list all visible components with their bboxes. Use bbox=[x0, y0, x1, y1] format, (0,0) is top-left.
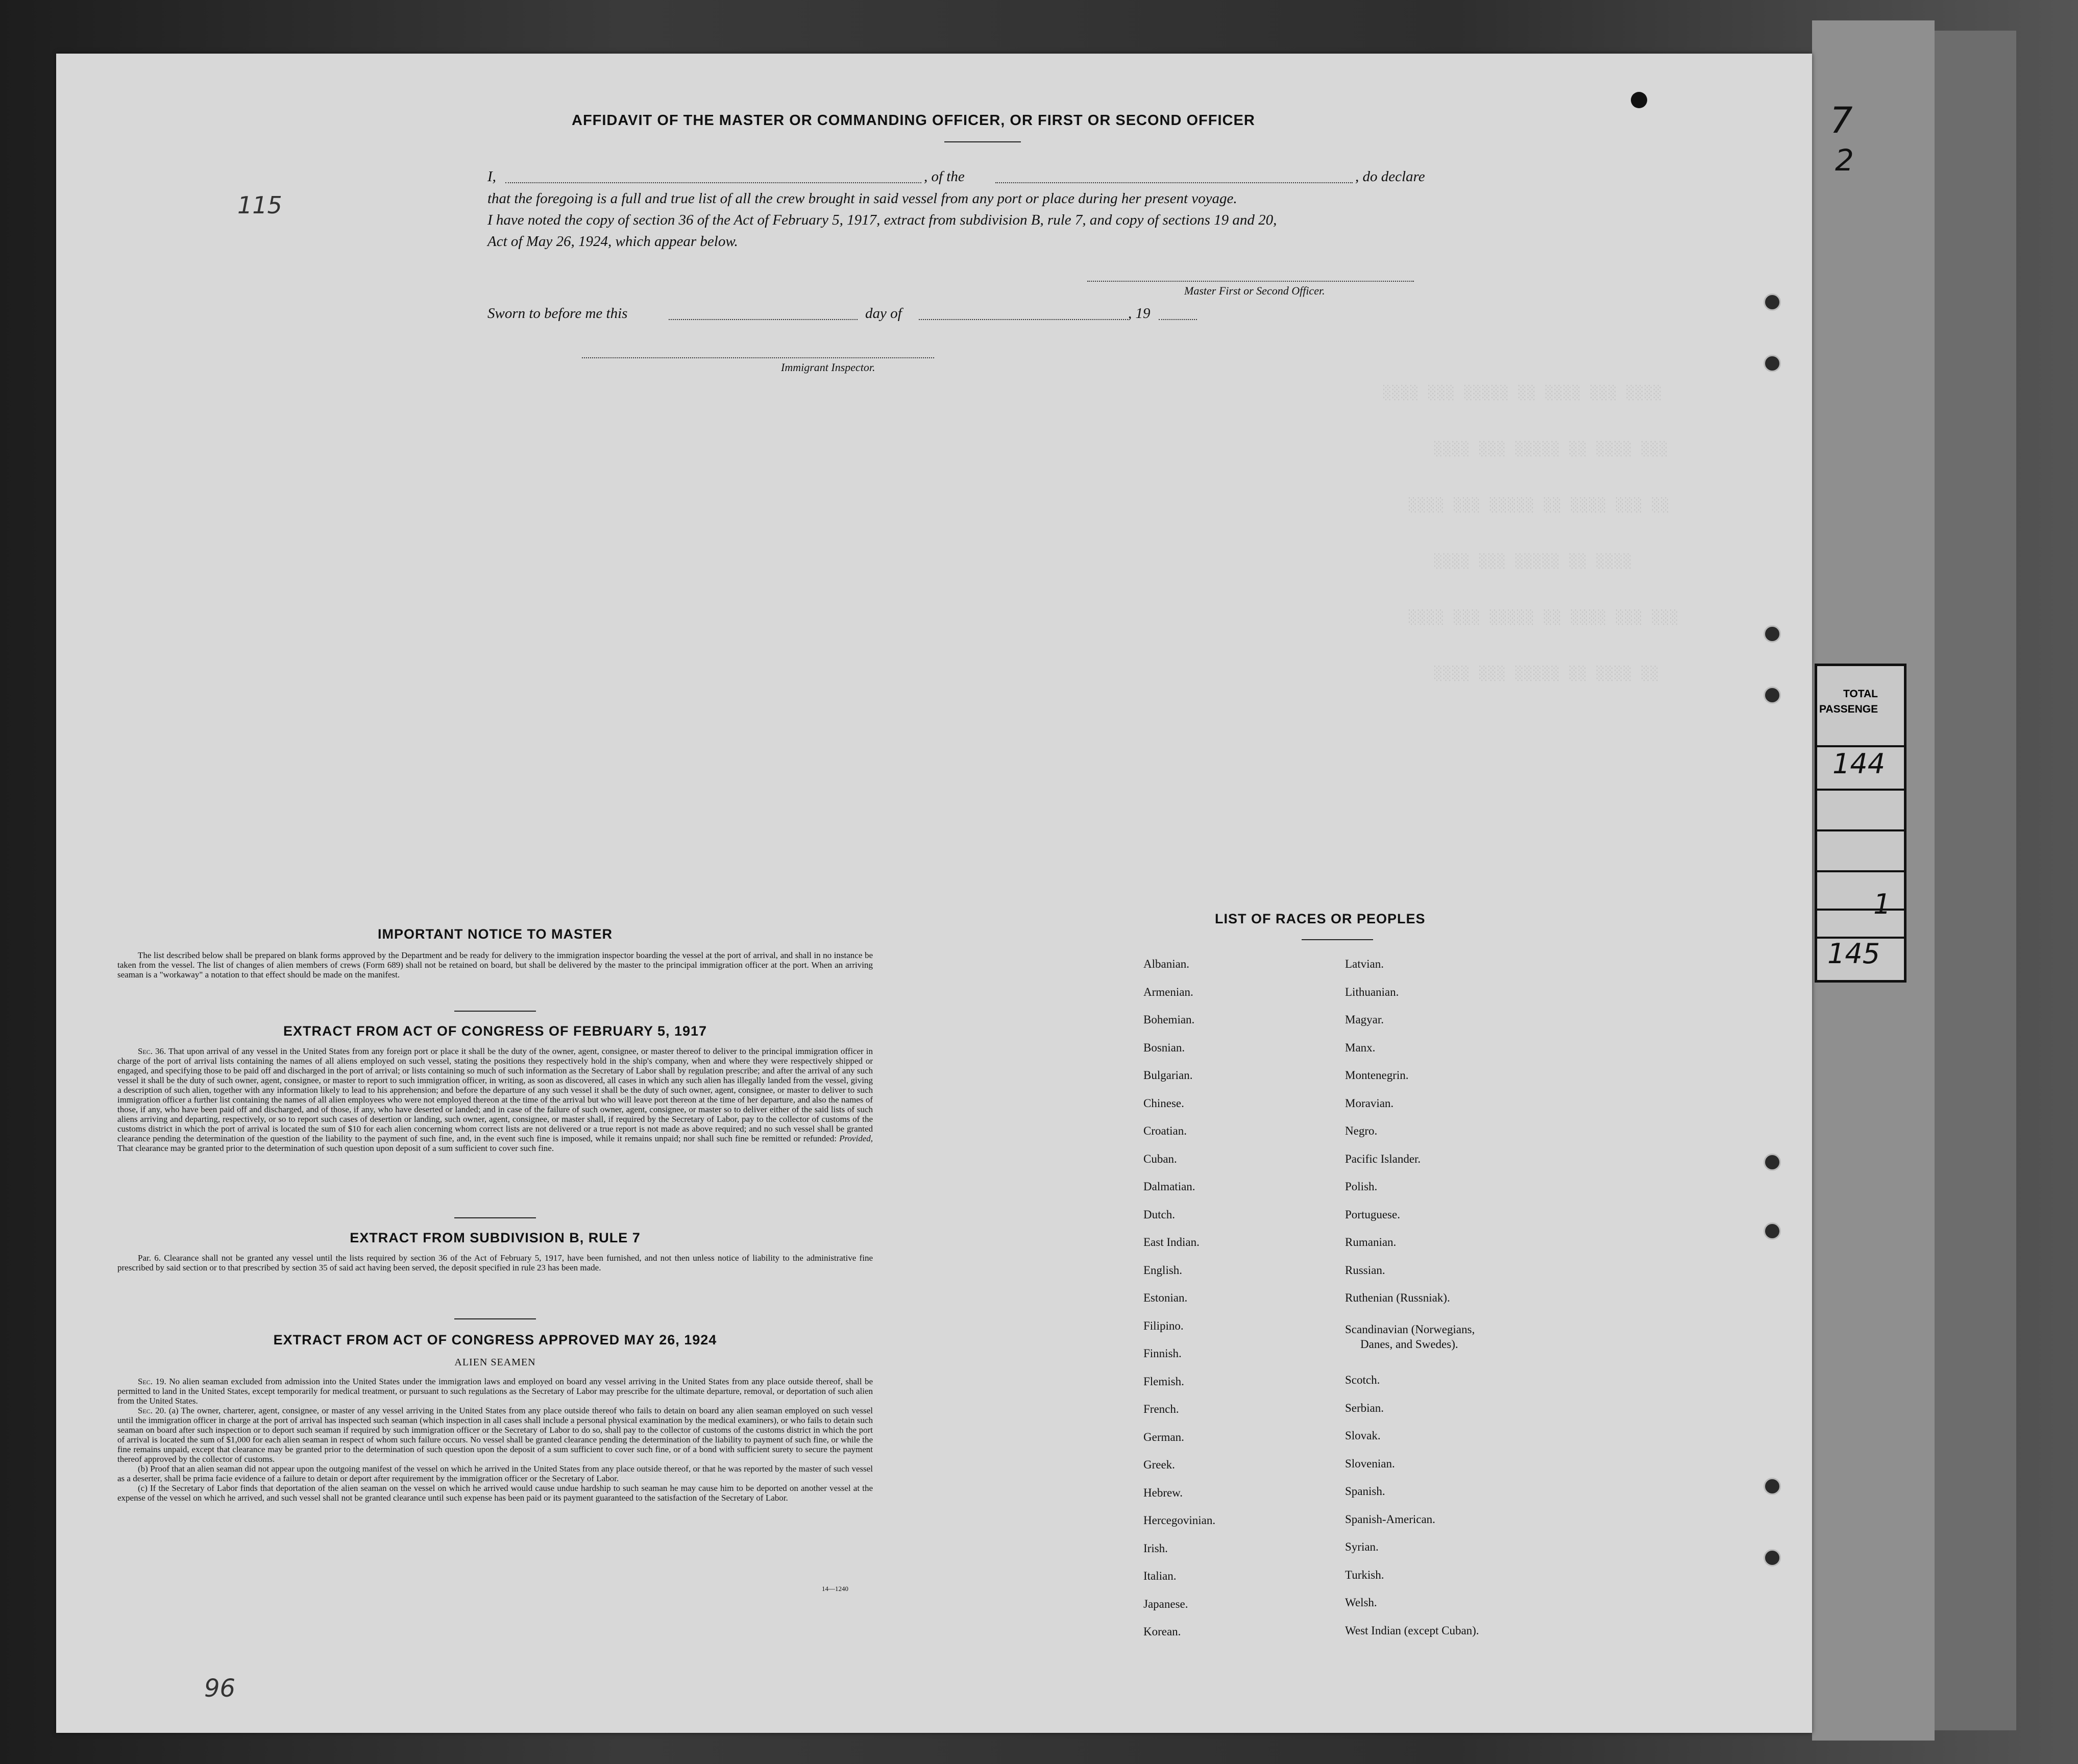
year-blank[interactable] bbox=[1159, 319, 1197, 320]
race-left-2: Bohemian. bbox=[1143, 1013, 1195, 1026]
race-right-lower-0: Scotch. bbox=[1345, 1374, 1380, 1386]
affidavit-line-3: I have noted the copy of section 36 of the Act of February 5, 1917, extract from subdivision B, rule 7, and copy of sections 19 and 20, bbox=[487, 212, 1277, 228]
notice-paragraph: The list described below shall be prepared on blank forms approved by the Department and be ready for delivery to the immigration inspector boarding the vessel at the port of arrival, and shall in no instance be taken from the vessel. The list of changes of alien members of crews (Form 689) shall not be retained on board, but shall be delivered by the master to the principal immigration officer at the port. When an arriving seaman is a "workaway" a notation to that effect should be made on the manifest. bbox=[117, 950, 873, 979]
race-scandinavian-line-1: Scandinavian (Norwegians, bbox=[1345, 1323, 1475, 1336]
extract-1917-text bbox=[117, 1046, 873, 1153]
binder-hole bbox=[1764, 1222, 1781, 1240]
footer-note: 96 bbox=[204, 1674, 236, 1703]
margin-note: 115 bbox=[237, 191, 282, 219]
race-left-3: Bosnian. bbox=[1143, 1041, 1185, 1054]
race-left-17: German. bbox=[1143, 1430, 1184, 1443]
sec20b-text: (b) Proof that an alien seaman did not appear upon the outgoing manifest of the vessel on which he arrived in the United States from any place outside thereof, or that he was reported by the master of such vessel as a deserter, shall be prima facie evidence of a failure to detain or deport after requirement by the immigration officer or the Secretary of Labor. bbox=[117, 1464, 873, 1483]
corner-note-bottom: 2 bbox=[1835, 143, 1854, 178]
race-left-22: Italian. bbox=[1143, 1570, 1177, 1582]
race-right-3: Manx. bbox=[1345, 1041, 1376, 1054]
race-right-4: Montenegrin. bbox=[1345, 1069, 1409, 1082]
rule7-paragraph: Par. 6. Clearance shall not be granted any vessel until the lists required by section 36 of the Act of February 5, 1917, have been furnished, and not then unless notice of liability to the administrative fine prescribed by said section or to that prescribed by section 35 of said act having been served, the deposit specified in rule 23 has been made. bbox=[117, 1253, 873, 1272]
races-right-bottom-column bbox=[1345, 1373, 1479, 1651]
binder-hole bbox=[1764, 1478, 1781, 1495]
back-sheet-outer bbox=[1935, 31, 2016, 1730]
corner-note-top: 7 bbox=[1830, 100, 1853, 141]
binder-hole bbox=[1764, 1154, 1781, 1171]
rule7-text bbox=[117, 1253, 873, 1272]
sworn-day-blank[interactable] bbox=[669, 319, 858, 320]
extract-1917-title: EXTRACT FROM ACT OF CONGRESS OF FEBRUARY 5, 1917 bbox=[283, 1023, 707, 1039]
binder-hole bbox=[1764, 687, 1781, 704]
affidavit-line-2: that the foregoing is a full and true list of all the crew brought in said vessel from any port or place during her present voyage. bbox=[487, 190, 1237, 207]
race-left-1: Armenian. bbox=[1143, 985, 1193, 998]
race-left-6: Croatian. bbox=[1143, 1124, 1187, 1137]
binder-hole bbox=[1764, 625, 1781, 643]
extract-1924-text bbox=[117, 1377, 873, 1503]
year-text: , 19 bbox=[1128, 305, 1151, 322]
race-right-10: Rumanian. bbox=[1345, 1236, 1397, 1248]
sec20-label: Sec. 20. bbox=[138, 1406, 166, 1415]
sec36-provided: Provided, bbox=[839, 1134, 873, 1143]
total-header-1: TOTAL bbox=[1843, 688, 1878, 700]
race-left-5: Chinese. bbox=[1143, 1096, 1184, 1110]
race-left-24: Korean. bbox=[1143, 1625, 1181, 1638]
race-left-9: Dutch. bbox=[1143, 1208, 1175, 1221]
race-right-lower-1: Serbian. bbox=[1345, 1401, 1384, 1414]
total-value-3: 145 bbox=[1827, 938, 1880, 970]
race-right-0: Latvian. bbox=[1345, 958, 1384, 970]
vessel-blank[interactable] bbox=[995, 182, 1353, 183]
race-right-12: Ruthenian (Russniak). bbox=[1345, 1291, 1450, 1304]
sec20a-text: (a) The owner, charterer, agent, consignee, or master of any vessel arriving in the United States from any place outside thereof who fails to detain on board any alien seaman employed on such vessel until the immigration officer in charge at the port of arrival has inspected such seaman (which inspection in all cases shall include a personal physical examination by the medical examiners), or who fails to detain such seaman on board after such inspection or to deport such seaman if required by such immigration officer or the Secretary of Labor to do so, shall pay to the collector of customs of the customs district in which the port of arrival is located the sum of $1,000 for each alien seaman in respect of whom such failure occurs. No vessel shall be granted clearance pending the determination of the liability to payment of such fine, or while the fine remains unpaid, except that clearance may be granted prior to the determination of such question upon the deposit of a sum sufficient to cover such fine, or of a bond with sufficient surety to secure the payment thereof approved by the collector of customs. bbox=[117, 1406, 873, 1464]
race-right-9: Portuguese. bbox=[1345, 1208, 1400, 1221]
races-title: LIST OF RACES OR PEOPLES bbox=[1215, 911, 1426, 926]
race-right-lower-9: West Indian (except Cuban). bbox=[1345, 1624, 1479, 1637]
race-left-12: Estonian. bbox=[1143, 1291, 1188, 1304]
race-left-20: Hercegovinian. bbox=[1143, 1514, 1216, 1527]
binder-hole bbox=[1764, 293, 1781, 311]
document-page bbox=[56, 54, 1812, 1733]
race-right-8: Polish. bbox=[1345, 1180, 1378, 1193]
day-of-text: day of bbox=[865, 305, 902, 322]
race-right-lower-3: Slovenian. bbox=[1345, 1457, 1395, 1470]
race-left-19: Hebrew. bbox=[1143, 1486, 1183, 1499]
race-left-18: Greek. bbox=[1143, 1458, 1175, 1471]
total-header-2: PASSENGE bbox=[1819, 703, 1878, 715]
total-value-1: 144 bbox=[1832, 748, 1886, 780]
bleed-through-texture: ░░░░ ░░░ ░░░░░ ░░ ░░░░ ░░░ ░░░░ ░░░░ ░░░ ░░░░░ ░░ ░░░░ ░░░ ░░░░ ░░░ ░░░░░ ░░ ░░░░ ░░░ ░░ ░░░░ ░░░ ░░░░░ ░░ ░░░░ ░░░░ ░░░ ░░░░░ ░░ ░░░░ ░░░ ░░░ ░░░░ ░░░ ░░░░░ ░░ ░░░░ ░░ bbox=[1383, 385, 1679, 681]
race-left-10: East Indian. bbox=[1143, 1236, 1200, 1248]
notice-title: IMPORTANT NOTICE TO MASTER bbox=[378, 926, 613, 942]
affidavit-of-the: , of the bbox=[924, 168, 965, 185]
sworn-text: Sworn to before me this bbox=[487, 305, 628, 322]
sec19-label: Sec. 19. bbox=[138, 1377, 166, 1386]
races-right-column bbox=[1345, 957, 1450, 1319]
race-left-14: Finnish. bbox=[1143, 1347, 1182, 1360]
race-right-lower-2: Slovak. bbox=[1345, 1429, 1381, 1442]
title-rule bbox=[944, 141, 1021, 142]
race-scandinavian bbox=[1345, 1322, 1475, 1352]
binder-hole bbox=[1764, 355, 1781, 372]
race-right-lower-7: Turkish. bbox=[1345, 1568, 1384, 1581]
extract-1924-title: EXTRACT FROM ACT OF CONGRESS APPROVED MAY 26, 1924 bbox=[273, 1332, 717, 1348]
race-right-lower-4: Spanish. bbox=[1345, 1485, 1385, 1498]
notice-text bbox=[117, 950, 873, 979]
races-left-column bbox=[1143, 957, 1215, 1653]
sec36-tail: That clearance may be granted prior to the determination of such question upon deposit of a sum sufficient to cover such fine. bbox=[117, 1143, 554, 1153]
race-right-lower-6: Syrian. bbox=[1345, 1540, 1379, 1553]
race-right-6: Negro. bbox=[1345, 1124, 1378, 1137]
race-right-5: Moravian. bbox=[1345, 1096, 1394, 1110]
race-left-15: Flemish. bbox=[1143, 1375, 1184, 1388]
race-right-7: Pacific Islander. bbox=[1345, 1152, 1421, 1165]
punch-hole-dark bbox=[1631, 92, 1647, 108]
inspector-caption: Immigrant Inspector. bbox=[781, 361, 875, 374]
affidavit-line-4: Act of May 26, 1924, which appear below. bbox=[487, 233, 738, 250]
race-left-16: French. bbox=[1143, 1403, 1179, 1415]
divider-3 bbox=[454, 1318, 536, 1319]
sworn-month-blank[interactable] bbox=[919, 319, 1128, 320]
binder-hole bbox=[1764, 1549, 1781, 1566]
affidavit-do-declare: , do declare bbox=[1355, 168, 1425, 185]
race-left-13: Filipino. bbox=[1143, 1319, 1184, 1332]
race-left-0: Albanian. bbox=[1143, 958, 1190, 970]
divider-1 bbox=[454, 1011, 536, 1012]
inspector-signature-line[interactable] bbox=[582, 357, 934, 358]
race-right-lower-5: Spanish-American. bbox=[1345, 1512, 1435, 1526]
total-value-2: 1 bbox=[1873, 888, 1891, 920]
race-left-21: Irish. bbox=[1143, 1541, 1168, 1555]
form-number: 14—1240 bbox=[822, 1585, 848, 1592]
race-left-11: English. bbox=[1143, 1263, 1183, 1277]
race-left-4: Bulgarian. bbox=[1143, 1069, 1193, 1082]
race-left-8: Dalmatian. bbox=[1143, 1180, 1195, 1193]
master-caption: Master First or Second Officer. bbox=[1184, 284, 1325, 297]
race-left-23: Japanese. bbox=[1143, 1597, 1188, 1610]
race-left-7: Cuban. bbox=[1143, 1152, 1177, 1165]
affidavit-i-label: I, bbox=[487, 168, 496, 185]
race-right-1: Lithuanian. bbox=[1345, 985, 1399, 998]
race-scandinavian-line-2: Danes, and Swedes). bbox=[1360, 1338, 1458, 1351]
races-rule bbox=[1302, 939, 1373, 940]
sec36-label: Sec. 36. bbox=[138, 1046, 166, 1056]
name-blank[interactable] bbox=[505, 182, 921, 183]
total-passengers-box bbox=[1815, 664, 1906, 983]
race-right-lower-8: Welsh. bbox=[1345, 1596, 1377, 1609]
affidavit-title: AFFIDAVIT OF THE MASTER OR COMMANDING OFFICER, OR FIRST OR SECOND OFFICER bbox=[572, 112, 1255, 129]
sec19-text: No alien seaman excluded from admission into the United States under the immigration laws and employed on board any vessel arriving in the United States from any place outside thereof, shall be permitted to land in the United States, except temporarily for medical treatment, or pursuant to such regulations as the Secretary of Labor may prescribe for the ultimate departure, removal, or deportation of such alien from the United States. bbox=[117, 1377, 873, 1406]
sec36-text: That upon arrival of any vessel in the United States from any foreign port or place it shall be the duty of the owner, agent, consignee, or master thereof to deliver to the principal immigration officer in charge of the port of arrival lists containing the names of all aliens employed on such vessel, stating the positions they respectively hold in the ship's company, when and where they were respectively shipped or engaged, and specifying those to be paid off and discharged in the port of arrival; or lists containing so much of such information as the Secretary of Labor shall by regulation prescribe; and after the arrival of any such vessel it shall be the duty of such owner, agent, consignee, or master to report to such immigration officer, in writing, as soon as discovered, all cases in which any such alien has illegally landed from the vessel, giving a description of such alien, together with any information likely to lead to his apprehension; and before the departure of any such vessel it shall be the duty of such owner, agent, consignee, or master to deliver to such immigration officer a further list containing the names of all alien employees who were not employed thereon at the time of the arrival but who will leave port thereon at the time of her departure, and also the names of those, if any, who have been paid off and discharged, and of those, if any, who have deserted or landed; and in case of the failure of such owner, agent, consignee, or master so to deliver either of the said lists of such aliens arriving and departing, respectively, or so to report such cases of desertion or landing, such owner, agent, consignee, or master shall, if required by the Secretary of Labor, pay to the collector of customs of the customs district in which the port of arrival is located the sum of $10 for each alien concerning whom correct lists are not delivered or a true report is not made as above required; and no such vessel shall be granted clearance pending the determination of the question of the liability to the payment of such fine, and, in the event such fine is imposed, while it remains unpaid; nor shall such fine be remitted or refunded: bbox=[117, 1046, 873, 1143]
alien-seamen-subtitle: ALIEN SEAMEN bbox=[454, 1357, 536, 1368]
sec20c-text: (c) If the Secretary of Labor finds that deportation of the alien seaman on the vessel on which he arrived would cause undue hardship to such seaman he may cause him to be deported on another vessel at the expense of the vessel on which he arrived, and such vessel shall not be granted clearance until such expense has been paid or its payment guaranteed to the satisfaction of the Secretary of Labor. bbox=[117, 1483, 873, 1503]
master-signature-line[interactable] bbox=[1087, 281, 1414, 282]
race-right-2: Magyar. bbox=[1345, 1013, 1384, 1026]
race-right-11: Russian. bbox=[1345, 1263, 1385, 1277]
divider-2 bbox=[454, 1217, 536, 1218]
rule7-title: EXTRACT FROM SUBDIVISION B, RULE 7 bbox=[350, 1230, 641, 1245]
